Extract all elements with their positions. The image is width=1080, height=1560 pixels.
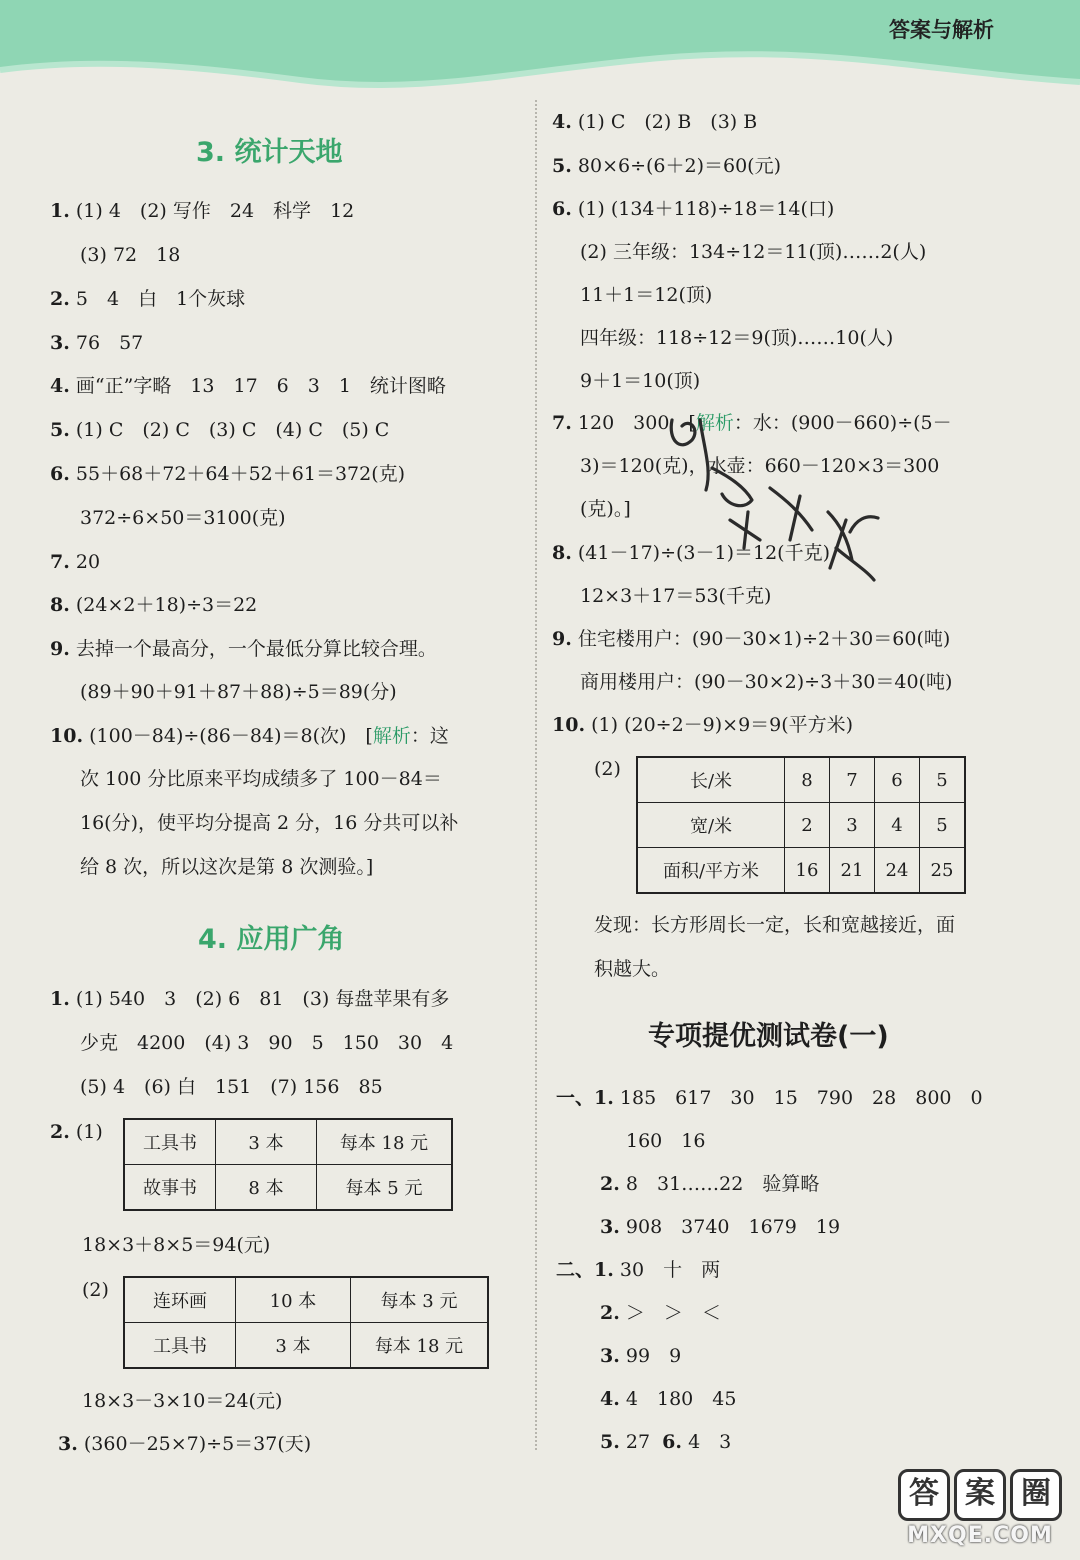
answer-text: 80×6÷(6＋2)＝60(元) bbox=[577, 155, 781, 177]
table-cell: 7 bbox=[830, 757, 875, 803]
answer-text: (1) (134＋118)÷18＝14(口) bbox=[577, 198, 835, 220]
answer-text: 27 bbox=[625, 1431, 651, 1453]
answer-text: 160 16 bbox=[626, 1130, 706, 1152]
table-cell: 工具书 bbox=[124, 1323, 236, 1369]
answer-text: (24×2＋18)÷3＝22 bbox=[75, 594, 258, 616]
table-cell: 工具书 bbox=[124, 1119, 216, 1165]
answer-text: 18×3－3×10＝24(元) bbox=[82, 1390, 283, 1412]
question-number: 2. bbox=[600, 1173, 620, 1195]
watermark-logo bbox=[898, 1469, 1062, 1521]
answer-text: 908 3740 1679 19 bbox=[625, 1216, 841, 1238]
table-cell: 5 bbox=[920, 757, 966, 803]
table-cell: 故事书 bbox=[124, 1165, 216, 1211]
sub-label: (2) bbox=[594, 758, 621, 780]
answer-text: 99 9 bbox=[625, 1345, 682, 1367]
table-cell: 每本 3 元 bbox=[351, 1277, 489, 1323]
question-number: 6. bbox=[552, 198, 572, 220]
answer-text: (100－84)÷(86－84)＝8(次) [ bbox=[89, 725, 373, 747]
answer-text: 30 十 两 bbox=[619, 1259, 721, 1281]
answer-text: 11＋1＝12(顶) bbox=[580, 284, 713, 306]
table-cell: 3 本 bbox=[216, 1119, 317, 1165]
answer-text: (3) 72 18 bbox=[80, 244, 181, 266]
sub-label: (2) bbox=[82, 1279, 109, 1301]
watermark-char: 案 bbox=[954, 1469, 1006, 1521]
question-number: 5. bbox=[50, 419, 70, 441]
question-number: 9. bbox=[552, 628, 572, 650]
table-cell: 25 bbox=[920, 848, 966, 894]
answer-text: ＞ ＞ ＜ bbox=[625, 1302, 721, 1324]
table-cell: 4 bbox=[875, 803, 920, 848]
section-title-application: 4. 应用广角 bbox=[198, 924, 345, 955]
table-cell: 每本 18 元 bbox=[351, 1323, 489, 1369]
table-cell: 16 bbox=[785, 848, 830, 894]
question-number: 5. bbox=[600, 1431, 620, 1453]
table-cell: 长/米 bbox=[637, 757, 785, 803]
table-cell: 每本 18 元 bbox=[317, 1119, 453, 1165]
answer-text: 四年级：118÷12＝9(顶)……10(人) bbox=[580, 327, 894, 349]
question-number: 8. bbox=[552, 542, 572, 564]
watermark-char: 圈 bbox=[1010, 1469, 1062, 1521]
answer-text: ：水：(900－660)÷(5－ bbox=[733, 412, 952, 434]
watermark-url: MXQE.COM bbox=[907, 1523, 1053, 1548]
table-cell: 3 本 bbox=[236, 1323, 351, 1369]
question-number: 2. bbox=[50, 288, 70, 310]
table-cell: 宽/米 bbox=[637, 803, 785, 848]
question-number: 1. bbox=[50, 988, 70, 1010]
question-number: 6. bbox=[50, 463, 70, 485]
question-number: 5. bbox=[552, 155, 572, 177]
table-cell: 6 bbox=[875, 757, 920, 803]
answer-text: 12×3＋17＝53(千克) bbox=[580, 585, 772, 607]
answer-text: 4 3 bbox=[688, 1431, 732, 1453]
question-number: 3. bbox=[58, 1433, 78, 1455]
question-number: 8. bbox=[50, 594, 70, 616]
answer-text: (1) C (2) B (3) B bbox=[577, 111, 758, 133]
answer-text: 18×3＋8×5＝94(元) bbox=[82, 1234, 271, 1256]
table-cell: 10 本 bbox=[236, 1277, 351, 1323]
answer-text: (1) 540 3 (2) 6 81 (3) 每盘苹果有多 bbox=[75, 988, 450, 1010]
answer-text: 4 180 45 bbox=[625, 1388, 737, 1410]
answer-text: 次 100 分比原来平均成绩多了 100－84＝ bbox=[80, 768, 442, 790]
answer-text: (2) 三年级：134÷12＝11(顶)……2(人) bbox=[580, 241, 927, 263]
answer-text: 120 300 [ bbox=[577, 412, 696, 434]
table-cell: 21 bbox=[830, 848, 875, 894]
answer-text: 372÷6×50＝3100(克) bbox=[80, 507, 286, 529]
answer-text: (克)。] bbox=[580, 498, 631, 520]
answer-text: 积越大。 bbox=[594, 958, 671, 980]
answer-text: 给 8 次，所以这次是第 8 次测验。] bbox=[80, 856, 374, 878]
part-label: 一、 bbox=[556, 1087, 595, 1109]
answer-text: ：这 bbox=[410, 725, 449, 747]
answer-text: (1) C (2) C (3) C (4) C (5) C bbox=[75, 419, 390, 441]
answer-text: 3)＝120(克)，水壶：660－120×3＝300 bbox=[580, 455, 940, 477]
answer-text: 185 617 30 15 790 28 800 0 bbox=[619, 1087, 983, 1109]
answer-text: (89＋90＋91＋87＋88)÷5＝89(分) bbox=[80, 681, 397, 703]
answer-text: 住宅楼用户：(90－30×1)÷2＋30＝60(吨) bbox=[577, 628, 951, 650]
table-cell: 连环画 bbox=[124, 1277, 236, 1323]
answer-text: 16(分)，使平均分提高 2 分，16 分共可以补 bbox=[80, 812, 459, 834]
question-number: 3. bbox=[600, 1345, 620, 1367]
answer-text: 76 57 bbox=[75, 332, 144, 354]
question-number: 9. bbox=[50, 638, 70, 660]
question-number: 4. bbox=[600, 1388, 620, 1410]
table-cell: 2 bbox=[785, 803, 830, 848]
question-number: 1. bbox=[594, 1087, 614, 1109]
question-number: 7. bbox=[50, 551, 70, 573]
question-number: 7. bbox=[552, 412, 572, 434]
question-number: 1. bbox=[594, 1259, 614, 1281]
answer-text: 少克 4200 (4) 3 90 5 150 30 4 bbox=[80, 1032, 454, 1054]
table-cell: 3 bbox=[830, 803, 875, 848]
table-cell: 面积/平方米 bbox=[637, 848, 785, 894]
analysis-label: 解析 bbox=[695, 412, 734, 434]
question-number: 10. bbox=[50, 725, 84, 747]
question-number: 2. bbox=[600, 1302, 620, 1324]
question-number: 4. bbox=[552, 111, 572, 133]
part-label: 二、 bbox=[556, 1259, 595, 1281]
question-number: 2. bbox=[50, 1121, 70, 1143]
question-number: 4. bbox=[50, 375, 70, 397]
table-cell: 5 bbox=[920, 803, 966, 848]
question-number: 3. bbox=[50, 332, 70, 354]
question-number: 3. bbox=[600, 1216, 620, 1238]
analysis-label: 解析 bbox=[372, 725, 411, 747]
sub-label: (1) bbox=[75, 1121, 103, 1143]
header-title: 答案与解析 bbox=[889, 18, 994, 42]
table-cell: 24 bbox=[875, 848, 920, 894]
answer-text: (1) 4 (2) 写作 24 科学 12 bbox=[75, 200, 355, 222]
question-number: 6. bbox=[662, 1431, 683, 1453]
answer-text: (5) 4 (6) 白 151 (7) 156 85 bbox=[80, 1076, 383, 1098]
table-cell: 8 本 bbox=[216, 1165, 317, 1211]
answer-text: 发现：长方形周长一定，长和宽越接近，面 bbox=[594, 914, 956, 936]
question-number: 1. bbox=[50, 200, 70, 222]
answer-text: (360－25×7)÷5＝37(天) bbox=[83, 1433, 312, 1455]
table-cell: 每本 5 元 bbox=[317, 1165, 453, 1211]
site-watermark bbox=[898, 1469, 1062, 1548]
table-cell: 8 bbox=[785, 757, 830, 803]
answer-text: 5 4 白 1个灰球 bbox=[75, 288, 246, 310]
watermark-char: 答 bbox=[898, 1469, 950, 1521]
answer-text: 画“正”字略 13 17 6 3 1 统计图略 bbox=[75, 375, 446, 397]
answer-text: (41－17)÷(3－1)＝12(千克) bbox=[577, 542, 830, 564]
answer-text: 商用楼用户：(90－30×2)÷3＋30＝40(吨) bbox=[580, 671, 953, 693]
answer-text: 20 bbox=[75, 551, 101, 573]
answer-text: 8 31……22 验算略 bbox=[625, 1173, 820, 1195]
section-title-statistics: 3. 统计天地 bbox=[196, 137, 343, 168]
test-title: 专项提优测试卷(一) bbox=[648, 1021, 889, 1052]
answer-text: 去掉一个最高分，一个最低分算比较合理。 bbox=[75, 638, 437, 660]
answer-text: 55＋68＋72＋64＋52＋61＝372(克) bbox=[75, 463, 406, 485]
answer-text: 9＋1＝10(顶) bbox=[580, 370, 701, 392]
question-number: 10. bbox=[552, 714, 586, 736]
answer-text: (1) (20÷2－9)×9＝9(平方米) bbox=[591, 714, 854, 736]
